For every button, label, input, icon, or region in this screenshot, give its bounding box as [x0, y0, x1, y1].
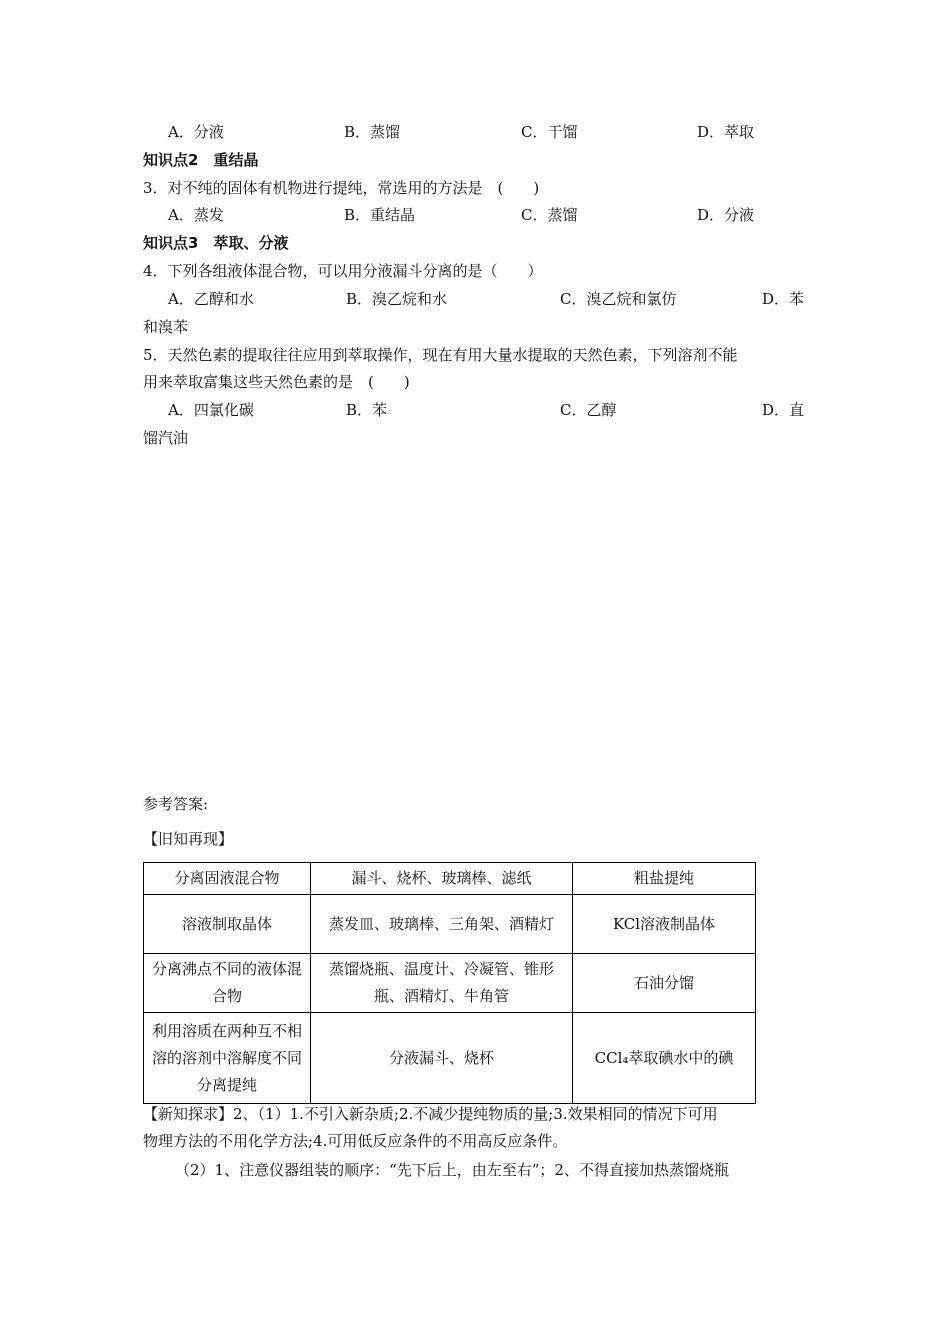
- q3-option-d: D．分液: [697, 206, 755, 224]
- table-cell: 溶液制取晶体: [144, 895, 311, 954]
- q4-option-b: B．溴乙烷和水: [346, 290, 448, 308]
- table-cell: 分离沸点不同的液体混合物: [144, 954, 311, 1013]
- section-title-recrystallization: 知识点2 重结晶: [143, 151, 259, 169]
- q4-option-d-continued: 和溴苯: [143, 318, 189, 336]
- q2-option-c: C．干馏: [521, 123, 578, 141]
- q5-option-a: A．四氯化碳: [168, 401, 254, 419]
- q4-option-d: D．苯: [762, 290, 805, 308]
- q3-stem: 3．对不纯的固体有机物进行提纯，常选用的方法是 ( ): [143, 179, 540, 197]
- q5-stem-line2: 用来萃取富集这些天然色素的是 ( ): [143, 373, 410, 391]
- table-row: [144, 954, 756, 1013]
- table-cell: 漏斗、烧杯、玻璃棒、滤纸: [311, 863, 573, 895]
- answers-title: 参考答案:: [143, 795, 209, 813]
- q2-option-d: D．萃取: [697, 123, 755, 141]
- table-cell: KCl溶液制晶体: [573, 895, 756, 954]
- q5-option-b: B．苯: [346, 401, 388, 419]
- table-cell: CCl₄萃取碘水中的碘: [573, 1013, 756, 1104]
- table-row: [144, 1013, 756, 1104]
- table-row: [144, 895, 756, 954]
- new-knowledge-line3: （2）1、注意仪器组装的顺序：“先下后上，由左至右”；2、不得直接加热蒸馏烧瓶: [175, 1161, 729, 1179]
- section-title-extraction: 知识点3 萃取、分液: [143, 234, 289, 252]
- answer-table: [143, 862, 756, 1104]
- table-cell: 利用溶质在两种互不相溶的溶剂中溶解度不同分离提纯: [144, 1013, 311, 1104]
- q5-option-d: D．直: [762, 401, 805, 419]
- table-cell: 蒸馏烧瓶、温度计、冷凝管、锥形瓶、酒精灯、牛角管: [311, 954, 573, 1013]
- q2-option-a: A．分液: [168, 123, 224, 141]
- table-row: [144, 863, 756, 895]
- q2-option-b: B．蒸馏: [344, 123, 401, 141]
- table-cell: 石油分馏: [573, 954, 756, 1013]
- q5-stem-line1: 5．天然色素的提取往往应用到萃取操作，现在有用大量水提取的天然色素，下列溶剂不能: [143, 346, 738, 364]
- q5-option-d-continued: 馏汽油: [143, 429, 189, 447]
- q4-option-a: A．乙醇和水: [168, 290, 254, 308]
- q3-option-a: A．蒸发: [168, 206, 224, 224]
- table-cell: 分液漏斗、烧杯: [311, 1013, 573, 1104]
- new-knowledge-line2: 物理方法的不用化学方法;4.可用低反应条件的不用高反应条件。: [143, 1132, 568, 1150]
- table-cell: 分离固液混合物: [144, 863, 311, 895]
- q4-option-c: C．溴乙烷和氯仿: [560, 290, 677, 308]
- old-knowledge-title: 【旧知再现】: [143, 830, 234, 848]
- table-cell: 蒸发皿、玻璃棒、三角架、酒精灯: [311, 895, 573, 954]
- q3-option-c: C．蒸馏: [521, 206, 578, 224]
- q5-option-c: C．乙醇: [560, 401, 617, 419]
- q3-option-b: B．重结晶: [344, 206, 416, 224]
- new-knowledge-line1: 【新知探求】2、（1）1.不引入新杂质;2.不减少提纯物质的量;3.效果相同的情况下可用: [143, 1105, 718, 1123]
- table-cell: 粗盐提纯: [573, 863, 756, 895]
- q4-stem: 4．下列各组液体混合物，可以用分液漏斗分离的是（ ）: [143, 262, 543, 280]
